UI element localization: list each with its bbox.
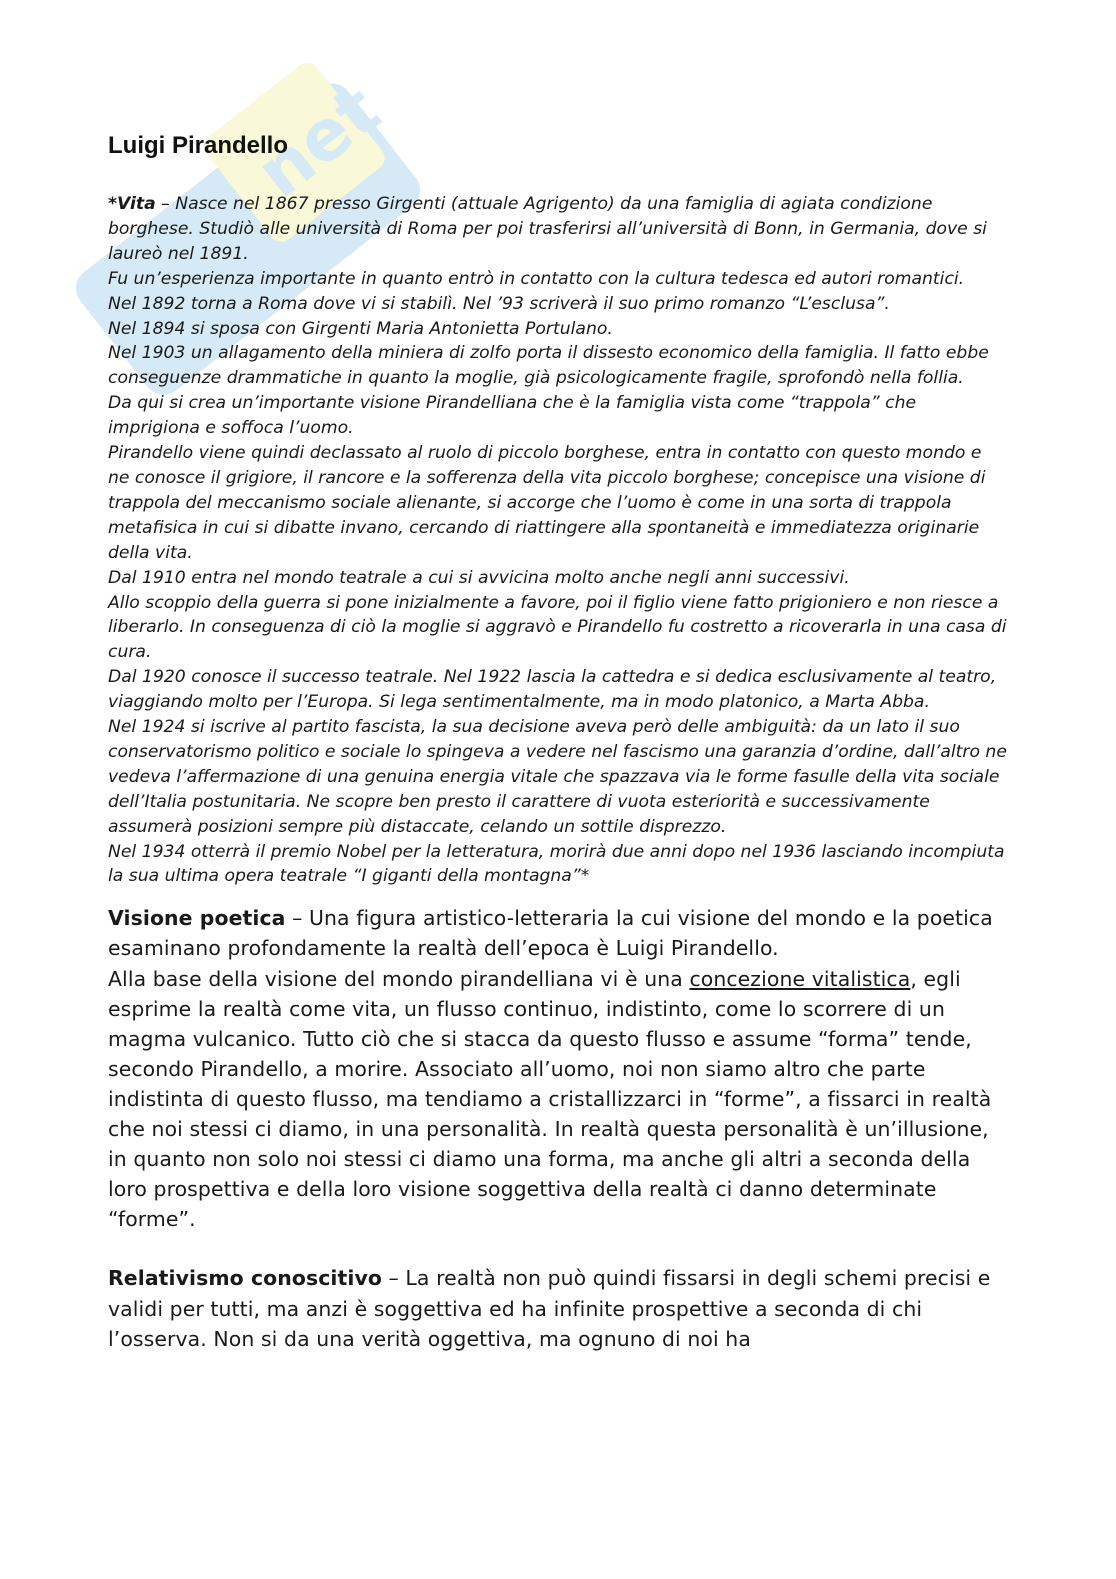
vita-paragraph: Nel 1924 si iscrive al partito fascista, la sua decisione aveva però delle ambiguità: da un lato il suo conservatorismo politico e sociale lo spingeva a vedere nel fascismo una garanzia d’ordine, dall’altro ne vedeva l’affermazione di una genuina energia vitale che spazzava via le forme fasulle della vita sociale dell’Italia postunitaria. Ne scopre ben presto il carattere di vuota esteriorità e successivamente assumerà posizioni sempre più distaccate, celando un sottile disprezzo. (108, 717, 1007, 837)
visione-section (108, 903, 1008, 1234)
vita-paragraph: Pirandello viene quindi declassato al ruolo di piccolo borghese, entra in contatto con questo mondo e ne conosce il grigiore, il rancore e la sofferenza della vita piccolo borghese; concepisce una visione di trappola del meccanismo sociale alienante, si accorge che l’uomo è come in una sorta di trappola metafisica in cui si dibatte invano, cercando di riattingere alla spontaneità e immediatezza originarie della vita. (108, 443, 986, 563)
visione-heading: Visione poetica (108, 906, 286, 931)
relativismo-paragraph: Relativismo conoscitivo – La realtà non può quindi fissarsi in degli schemi precisi e validi per tutti, ma anzi è soggettiva ed ha infinite prospettive a seconda di chi l’osserva. Non si da una verità oggettiva, ma ognuno di noi ha (108, 1266, 991, 1351)
vita-paragraph: Nel 1934 otterrà il premio Nobel per la letteratura, morirà due anni dopo nel 1936 lasciando incompiuta la sua ultima opera teatrale “I giganti della montagna”* (108, 841, 1005, 887)
vita-paragraph: Fu un’esperienza importante in quanto entrò in contatto con la cultura tedesca ed autori romantici. (108, 268, 965, 289)
vita-section (108, 192, 1008, 889)
page-title: Luigi Pirandello (108, 132, 289, 159)
vita-paragraph: Nel 1903 un allagamento della miniera di zolfo porta il dissesto economico della famiglia. Il fatto ebbe conseguenze drammatiche in quanto la moglie, già psicologicamente fragile, sprofondò nella follia. (108, 343, 989, 389)
relativismo-section (108, 1263, 1008, 1353)
vita-paragraph: Allo scoppio della guerra si pone inizialmente a favore, poi il figlio viene fatto prigioniero e non riesce a liberarlo. In conseguenza di ciò la moglie si aggravò e Pirandello fu costretto a ricoverarla in una casa di cura. (108, 592, 1007, 663)
visione-paragraph: Alla base della visione del mondo pirandelliana vi è una concezione vitalistica, egli esprime la realtà come vita, un flusso continuo, indistinto, come lo scorrere di un magma vulcanico. Tutto ciò che si stacca da questo flusso e assume “forma” tende, secondo Pirandello, a morire. Associato all’uomo, noi non siamo altro che parte indistinta di questo flusso, ma tendiamo a cristallizzarci in “forme”, a fissarci in realtà che noi stessi ci diamo, in una personalità. In realtà questa personalità è un’illusione, in quanto non solo noi stessi ci diamo una forma, ma anche gli altri a seconda della loro prospettiva e della loro visione soggettiva della realtà ci danno determinate “forme”. (108, 966, 992, 1232)
watermark-text: net (241, 68, 395, 214)
vita-paragraph: Da qui si crea un’importante visione Pirandelliana che è la famiglia vista come “trappola” che imprigiona e soffoca l’uomo. (108, 393, 917, 439)
relativismo-heading: Relativismo conoscitivo (108, 1266, 382, 1291)
vita-paragraph: Nel 1892 torna a Roma dove vi si stabilì. Nel ’93 scriverà il suo primo romanzo “L’esclusa”. (108, 293, 890, 314)
vita-paragraph: Nel 1894 si sposa con Girgenti Maria Antonietta Portulano. (108, 318, 613, 339)
vita-paragraph: *Vita – Nasce nel 1867 presso Girgenti (attuale Agrigento) da una famiglia di agiata condizione borghese. Studiò alle università di Roma per poi trasferirsi all’università di Bonn, in Germania, dove si laureò nel 1891. (108, 194, 987, 264)
visione-paragraph: Visione poetica – Una figura artistico-letteraria la cui visione del mondo e la poetica esaminano profondamente la realtà dell’epoca è Luigi Pirandello. (108, 906, 993, 961)
vita-paragraph: Dal 1910 entra nel mondo teatrale a cui si avvicina molto anche negli anni successivi. (108, 567, 850, 588)
underlined-term: concezione vitalistica (689, 966, 911, 991)
vita-paragraph: Dal 1920 conosce il successo teatrale. Nel 1922 lascia la cattedra e si dedica esclusivamente al teatro, viaggiando molto per l’Europa. Si lega sentimentalmente, ma in modo platonico, a Marta Abba. (108, 667, 997, 713)
document-page (108, 130, 1008, 1354)
vita-heading: *Vita (108, 194, 156, 214)
